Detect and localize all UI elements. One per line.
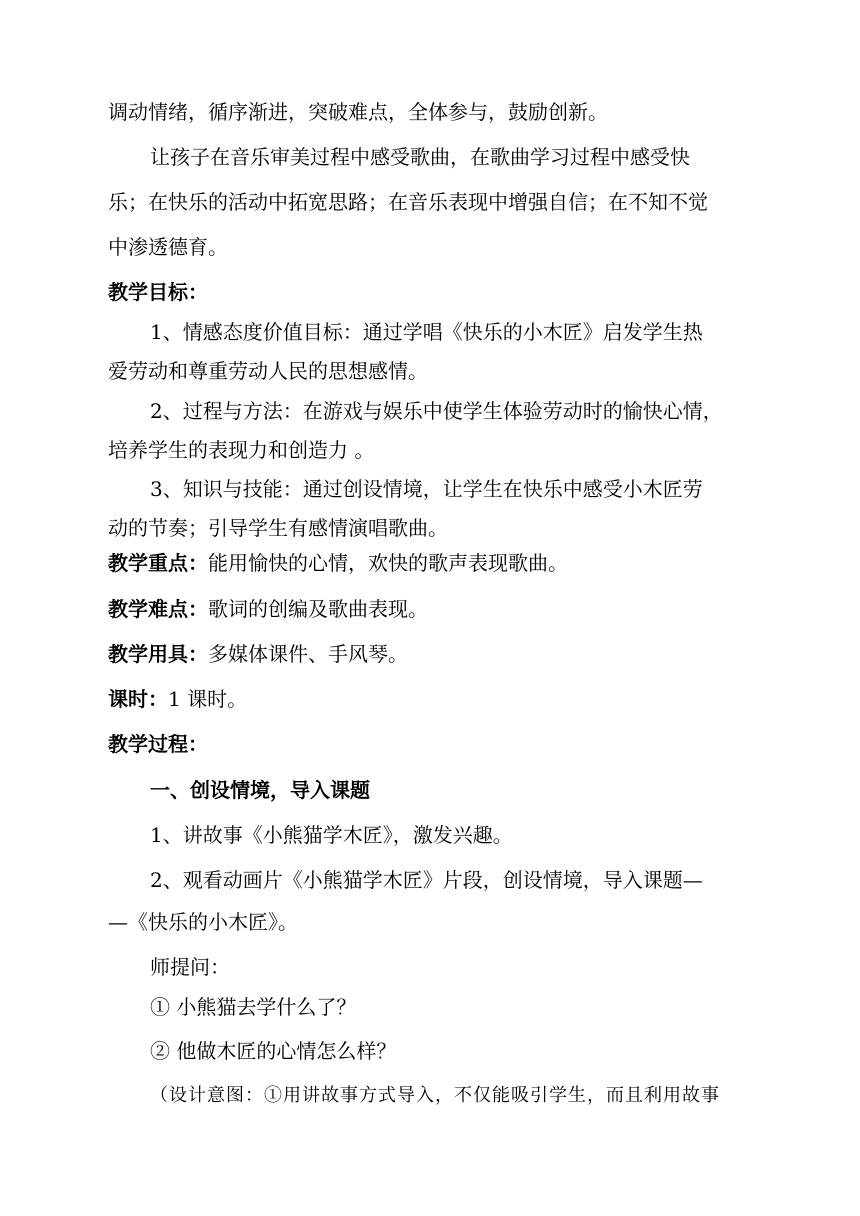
tools-text: 多媒体课件、手风琴。 bbox=[208, 642, 408, 666]
section-heading-objectives: 教学目标： bbox=[108, 280, 208, 304]
objective-1-line: 1、情感态度价值目标：通过学唱《快乐的小木匠》启发学生热 bbox=[150, 320, 703, 344]
step-item: —《快乐的小木匠》。 bbox=[108, 910, 298, 934]
paragraph-line: 中渗透德育。 bbox=[108, 235, 228, 259]
paragraph-line: 乐；在快乐的活动中拓宽思路；在音乐表现中增强自信；在不知不觉 bbox=[108, 190, 708, 214]
teacher-question-label: 师提问： bbox=[150, 955, 230, 979]
key-point-row bbox=[108, 549, 568, 577]
objective-2-line: 2、过程与方法：在游戏与娱乐中使学生体验劳动时的愉快心情， bbox=[150, 399, 723, 423]
question-item: ② 他做木匠的心情怎么样？ bbox=[150, 1039, 397, 1063]
objective-2-line: 培养学生的表现力和创造力 。 bbox=[108, 438, 375, 462]
section-heading-process: 教学过程： bbox=[108, 732, 208, 756]
class-hours-row bbox=[108, 685, 247, 713]
tools-label: 教学用具： bbox=[108, 642, 208, 666]
paragraph-line: 让孩子在音乐审美过程中感受歌曲，在歌曲学习过程中感受快 bbox=[150, 145, 690, 169]
paragraph-line: 调动情绪，循序渐进，突破难点，全体参与，鼓励创新。 bbox=[108, 100, 608, 124]
design-intent-note: （设计意图：①用讲故事方式导入，不仅能吸引学生，而且利用故事 bbox=[150, 1085, 720, 1106]
difficulty-text: 歌词的创编及歌曲表现。 bbox=[208, 597, 428, 621]
class-hours-text: 1 课时。 bbox=[168, 687, 248, 711]
key-point-text: 能用愉快的心情，欢快的歌声表现歌曲。 bbox=[208, 551, 568, 575]
objective-1-line: 爱劳动和尊重劳动人民的思想感情。 bbox=[108, 359, 428, 383]
step-heading: 一、创设情境，导入课题 bbox=[150, 778, 370, 802]
step-item: 2、观看动画片《小熊猫学木匠》片段，创设情境，导入课题— bbox=[150, 868, 703, 892]
tools-row bbox=[108, 640, 408, 668]
objective-3-line: 动的节奏；引导学生有感情演唱歌曲。 bbox=[108, 516, 448, 540]
objective-3-line: 3、知识与技能：通过创设情境，让学生在快乐中感受小木匠劳 bbox=[150, 477, 703, 501]
key-point-label: 教学重点： bbox=[108, 551, 208, 575]
step-item: 1、讲故事《小熊猫学木匠》，激发兴趣。 bbox=[150, 823, 513, 847]
class-hours-label: 课时： bbox=[108, 687, 168, 711]
question-item: ① 小熊猫去学什么了？ bbox=[150, 995, 357, 1019]
difficulty-row bbox=[108, 595, 428, 623]
difficulty-label: 教学难点： bbox=[108, 597, 208, 621]
